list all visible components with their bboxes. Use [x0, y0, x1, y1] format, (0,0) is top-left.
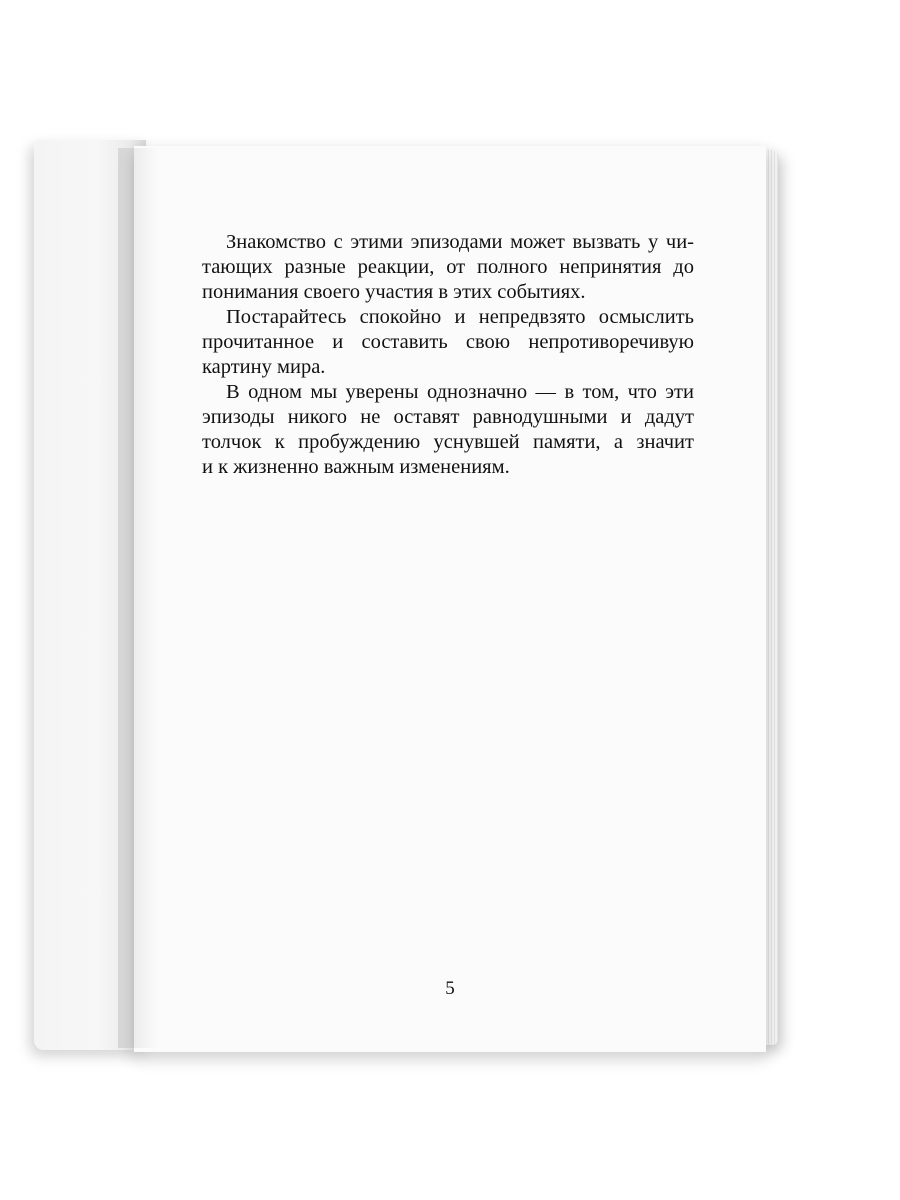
text-line: эпизоды никого не оставят равнодушными и дадут: [202, 406, 694, 428]
book-page: [134, 146, 766, 1052]
body-text: [202, 230, 694, 480]
text-line: Знакомство с этими эпизодами может вызвать у чи-: [226, 231, 694, 253]
gutter-shadow: [118, 148, 158, 1048]
paragraph-2: [202, 305, 694, 380]
text-line: толчок к пробуждению уснувшей памяти, а значит: [202, 431, 694, 453]
paragraph-3: [202, 380, 694, 480]
text-line: Постарайтесь спокойно и непредвзято осмыслить: [226, 306, 694, 328]
paragraph-1: [202, 230, 694, 305]
text-line: тающих разные реакции, от полного непринятия до: [202, 256, 694, 278]
text-line: понимания своего участия в этих событиях.: [202, 281, 586, 303]
text-line: картину мира.: [202, 356, 326, 378]
text-line: прочитанное и составить свою непротиворечивую: [202, 331, 694, 353]
page-number: 5: [445, 978, 455, 999]
text-line: и к жизненно важным изменениям.: [202, 456, 510, 478]
text-line: В одном мы уверены однозначно — в том, что эти: [226, 381, 694, 403]
